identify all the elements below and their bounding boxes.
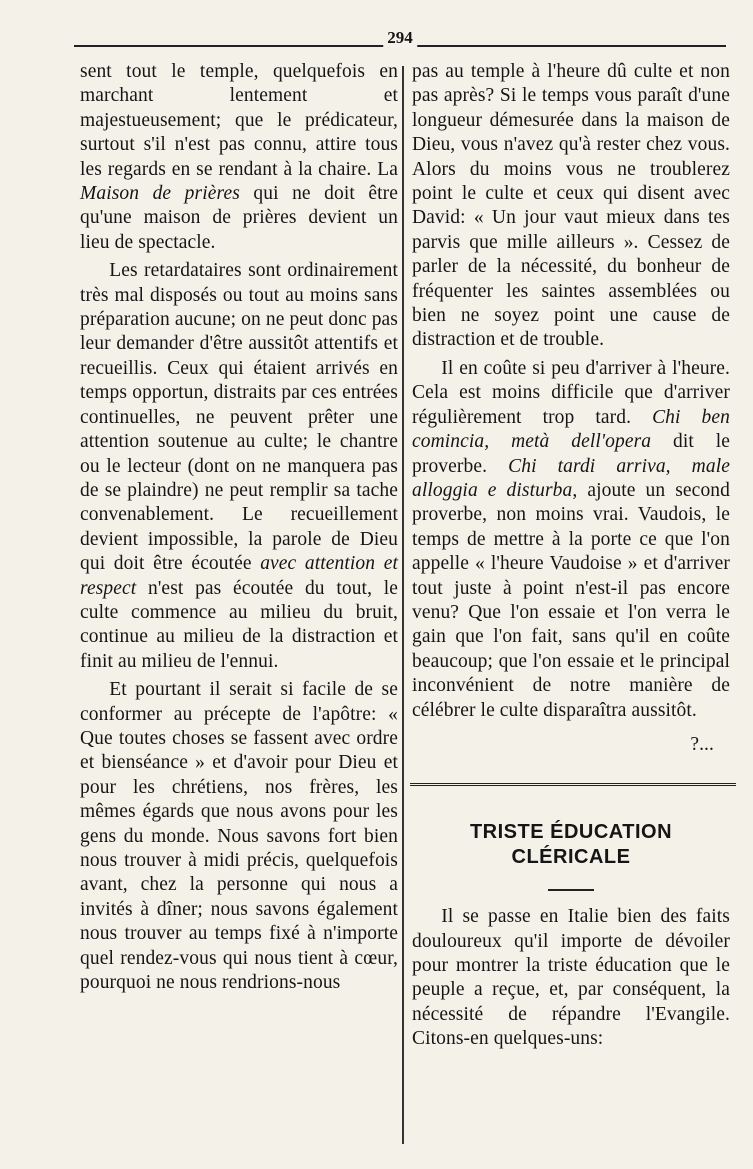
page-number: 294 [383,28,417,48]
right-paragraph-2: Il en coûte si peu d'arriver à l'heure. Cela est moins difficile que d'arriver régulièrement trop tard. Chi ben comincia, metà dell'opera dit le proverbe. Chi tardi arriva, male alloggia e disturba, ajoute un second proverbe, non moins vrai. Vaudois, le temps de mettre à la porte ce que l'on appelle « l'heure Vaudoise » et d'arriver tout juste à point n'est-il pas encore venu? Que l'on essaie et l'on verra le gain que l'on fait, sans qu'il en coûte beaucoup; que l'on essaie et le principal inconvénient de notre manière de célébrer le culte disparaîtra aussitôt. [412,357,731,721]
section-divider [410,783,736,786]
left-paragraph-1: sent tout le temple, quelquefois en marchant lentement et majestueusement; que le prédicateur, surtout s'il n'est pas connu, attire tous les regards en se rendant à la chaire. La Maison de prières qui ne doit être qu'une maison de prières devient un lieu de spectacle. [80,61,398,253]
signature: ?... [690,733,714,755]
left-column [80,60,398,995]
left-paragraph-2: Les retardataires sont ordinairement très mal disposés ou tout au moins sans préparation aucune; on ne peut donc pas leur demander d'être aussitôt attentifs et recueillis. Ceux qui étaient arrivés en temps opportun, distraits par ces entrées continuelles, ne peuvent prêter une attention soutenue au culte; le chantre ou le lecteur (dont on ne manquera pas de se plaindre) ne peut remplir sa tache convenablement. Le recueillement devient impossible, la parole de Dieu qui doit être écoutée avec attention et respect n'est pas écoutée du tout, le culte commence au milieu du bruit, continue au milieu de la distraction et finit au milieu de l'ennui. [80,260,398,672]
emphasis: Maison de prières [80,183,240,205]
right-paragraph-1: pas au temple à l'heure dû culte et non pas après? Si le temps vous paraît d'une longueur démesurée dans la maison de Dieu, vous n'avez qu'à rester chez vous. Alors du moins vous ne troublerez point le culte et ceux qui disent avec David: « Un jour vaut mieux dans tes parvis que mille ailleurs ». Cessez de parler de la nécessité, du bonheur de fréquenter les saintes assemblées ou bien ne soyez point une cause de distraction et de trouble. [412,61,730,351]
emphasis: Chi ben comincia, metà dell'opera [412,406,731,453]
emphasis: Chi tardi arriva, male alloggia e disturba [412,455,730,501]
column-divider [402,66,404,1144]
right-column [412,60,730,1052]
right-paragraph-3: Il se passe en Italie bien des faits douloureux qu'il importe de dévoiler pour montrer la triste éducation que le peuple a reçue, et, par conséquent, la nécessité de répandre l'Evangile. Citons-en quelques-uns: [412,906,730,1050]
emphasis: avec attention et respect [80,553,398,599]
left-paragraph-3: Et pourtant il serait si facile de se conformer au précepte de l'apôtre: « Que toutes choses se fassent avec ordre et bienséance » et d'avoir pour Dieu et pour les chrétiens, nos frères, les mêmes égards que nous avons pour les gens du monde. Nous savons fort bien nous trouver à midi précis, quelquefois avant, chez la personne qui nous a invités à dîner; nous savons également nous trouver au temps fixé à n'importe quel rendez-vous qui nous tient à cœur, pourquoi ne nous rendrions-nous [80,679,398,994]
section-title: TRISTE ÉDUCATION CLÉRICALE [469,821,673,868]
title-rule [548,889,594,891]
page-header [74,28,726,50]
